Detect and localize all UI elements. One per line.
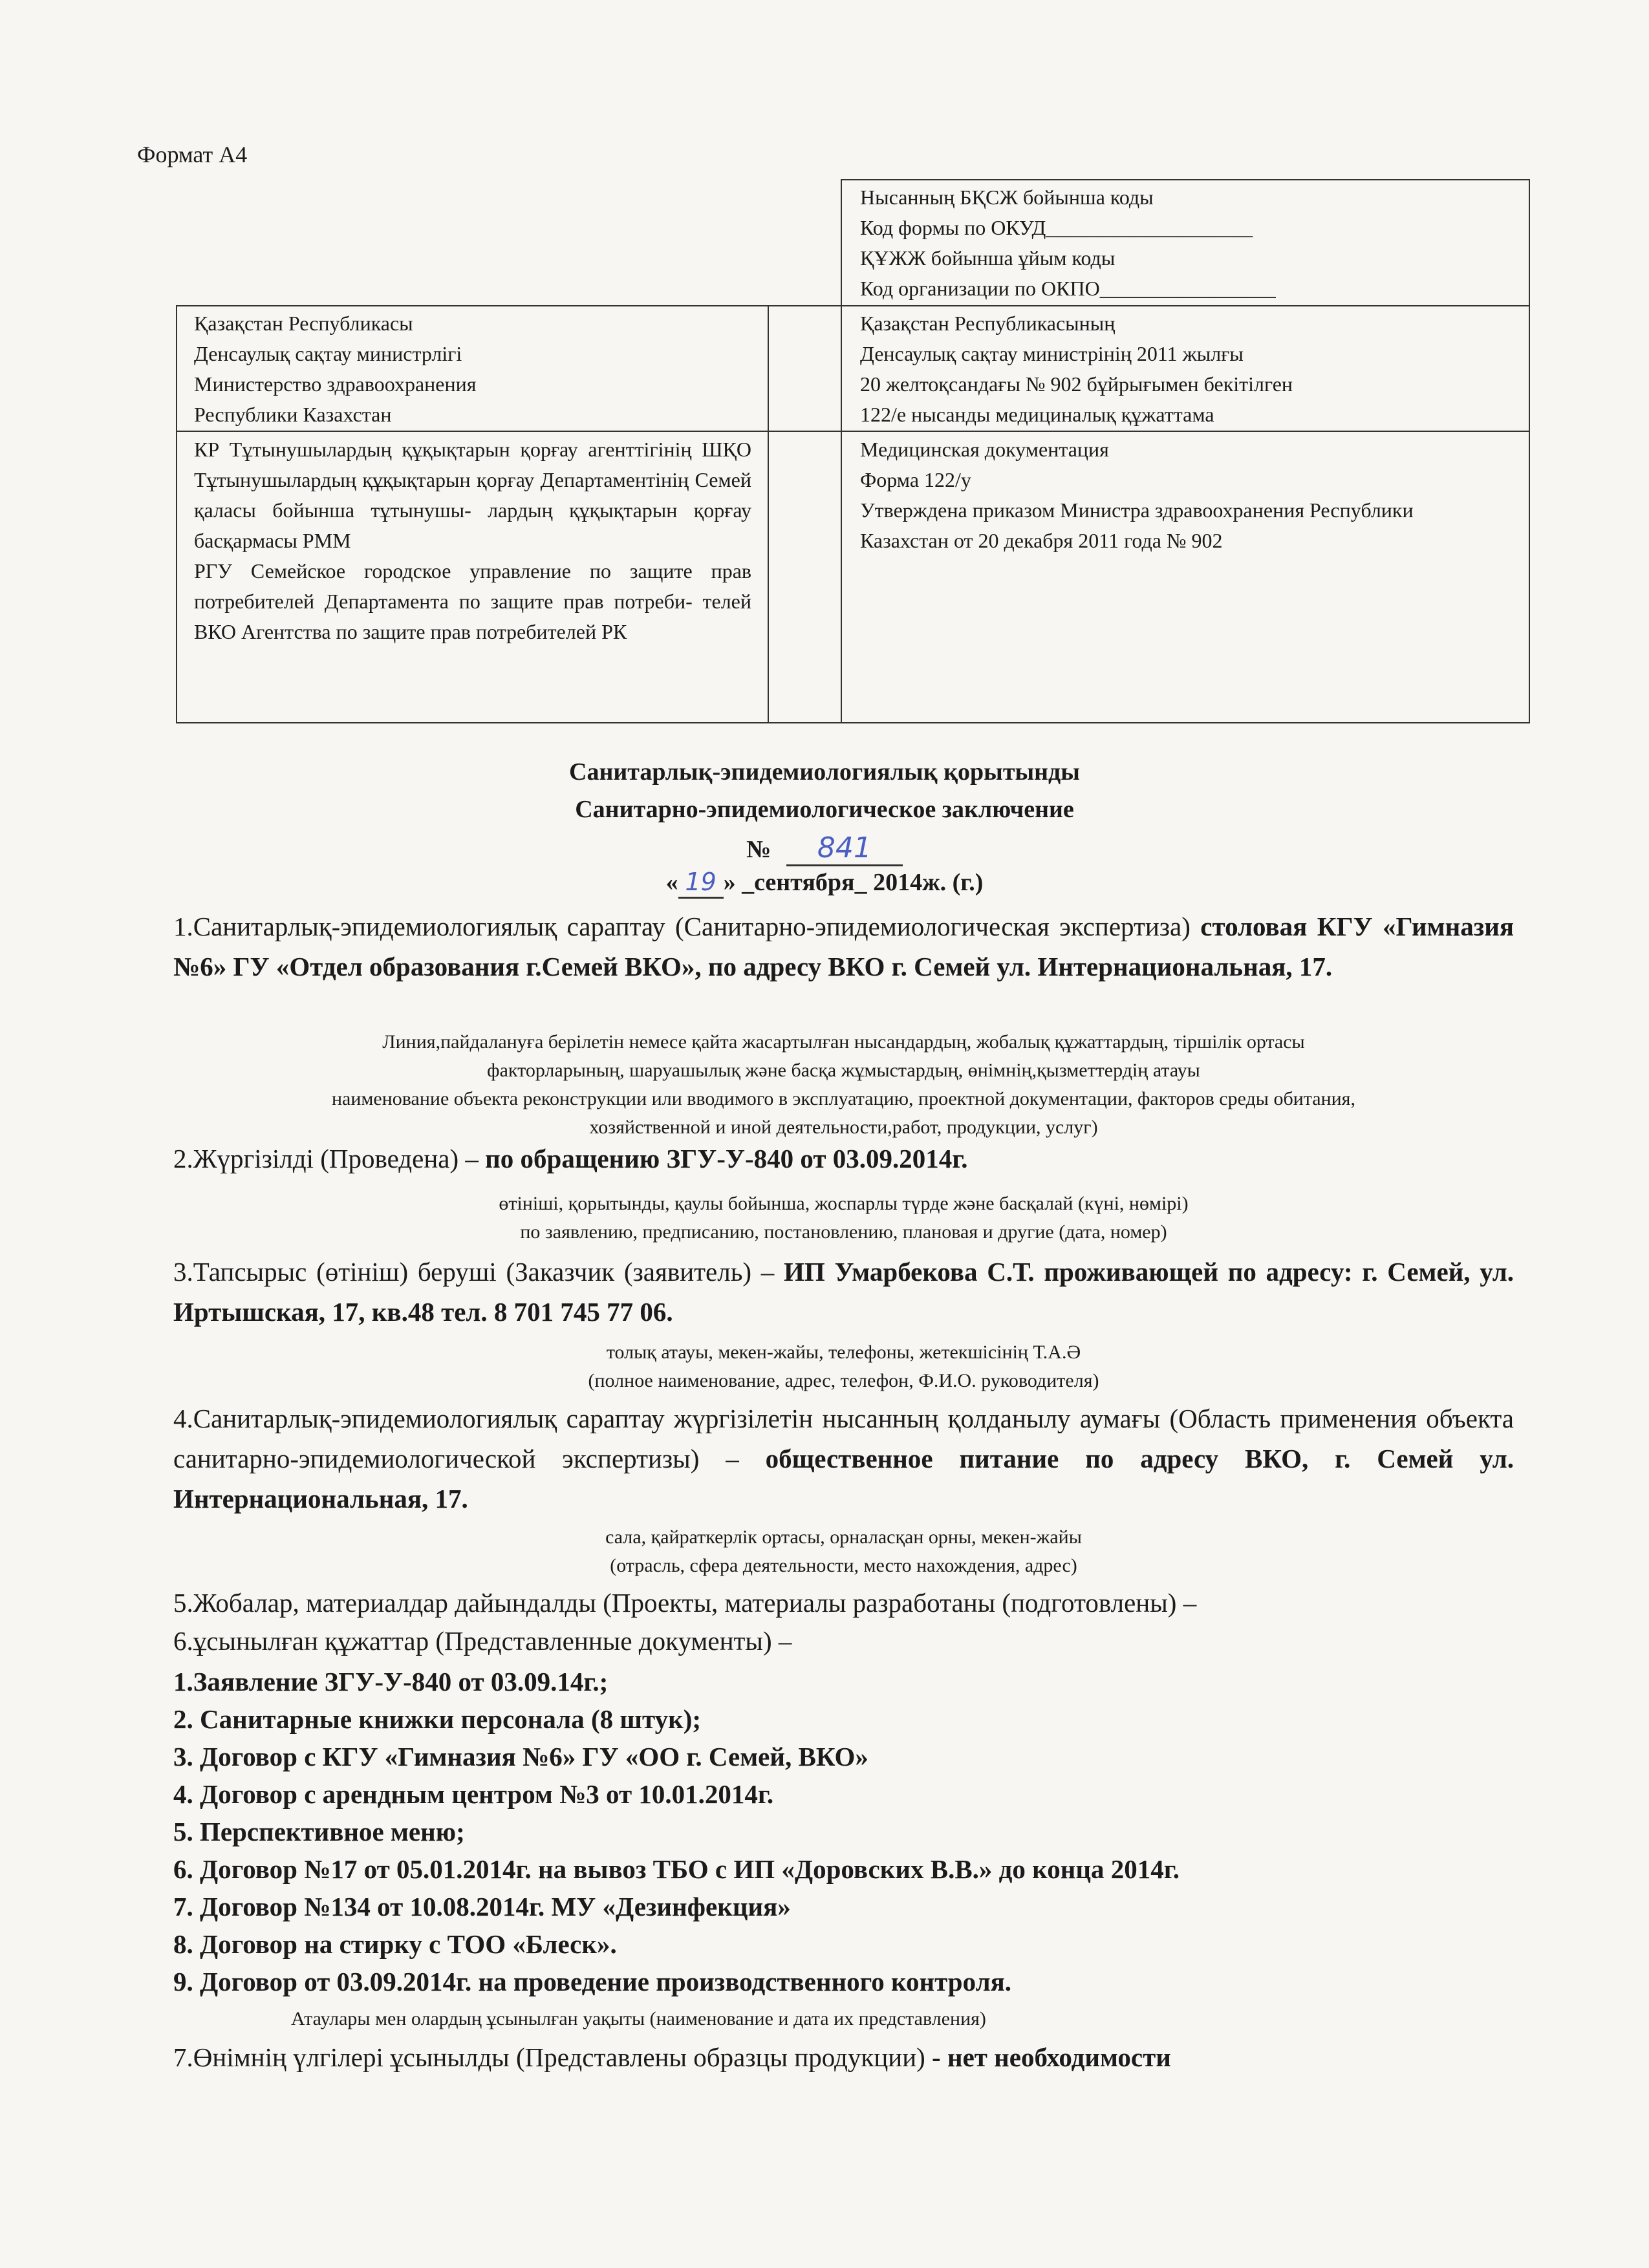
- org-code-okpo: Код организации по ОКПО_________________: [860, 277, 1276, 300]
- list-item: 4. Договор с арендным центром №3 от 10.01.2014г.: [173, 1779, 774, 1809]
- ministry-block: [194, 308, 476, 430]
- table-border-row2: [176, 431, 1530, 432]
- ministry-line: Министерство здравоохранения: [194, 372, 477, 396]
- item-3: 3.Тапсырыс (өтініш) беруші (Заказчик (заявитель) – ИП Умарбекова С.Т. проживающей по адресу: г. Семей, ул. Иртышская, 17, кв.48 тел. 8 701 745 77 06.: [173, 1257, 1514, 1327]
- item-5: 5.Жобалар, материалдар дайындалды (Проекты, материалы разработаны (подготовлены) –: [173, 1588, 1197, 1618]
- org-code-kz: ҚҰЖЖ бойынша ұйым коды: [860, 246, 1116, 270]
- approval-ru-line: Казахстан от 20 декабря 2011 года № 902: [860, 529, 1223, 552]
- item-1: 1.Санитарлық-эпидемиологиялық сараптау (Санитарно-эпидемиологическая экспертиза) столовая КГУ «Гимназия №6» ГУ «Отдел образования г.Семей ВКО», по адресу ВКО г. Семей ул. Интернациональная, 17.: [173, 912, 1514, 981]
- approval-kz-line: Қазақстан Республикасының: [860, 312, 1116, 335]
- approval-ru-line: Утверждена приказом Министра здравоохранения Республики: [860, 498, 1414, 522]
- item-4-value: общественное питание по адресу ВКО, г. Семей ул. Интернациональная, 17.: [173, 1444, 1514, 1514]
- item-4: 4.Санитарлық-эпидемиологиялық сараптау жүргізілетін нысанның қолданылу аумағы (Область применения объекта санитарно-эпидемиологической экспертизы) – общественное питание по адресу ВКО, г. Семей ул. Интернациональная, 17.: [173, 1404, 1514, 1514]
- form-codes-block: [860, 182, 1276, 304]
- approval-ru-line: Форма 122/у: [860, 468, 971, 491]
- approval-kz-line: 20 желтоқсандағы № 902 бұйрығымен бекітілген: [860, 372, 1293, 396]
- documents-list: [173, 1663, 1531, 2000]
- list-item: 5. Перспективное меню;: [173, 1817, 465, 1846]
- list-item: 7. Договор №134 от 10.08.2014г. МУ «Дезинфекция»: [173, 1892, 791, 1921]
- ministry-line: Республики Казахстан: [194, 403, 392, 426]
- form-code-okud: Код формы по ОКУД____________________: [860, 216, 1253, 239]
- title-kz: Санитарлық-эпидемиологиялық қорытынды: [569, 758, 1080, 786]
- handwritten-day: 19: [685, 868, 717, 896]
- title-ru: Санитарно-эпидемиологическое заключение: [575, 796, 1074, 823]
- table-border-row1: [176, 305, 1530, 306]
- list-item: 9. Договор от 03.09.2014г. на проведение производственного контроля.: [173, 1967, 1012, 1996]
- number-label: №: [746, 836, 771, 863]
- documents-note: Атаулары мен олардың ұсынылған уақыты (наименование и дата их представления): [291, 2008, 986, 2029]
- agency-name-ru: РГУ Семейское городское управление по защите прав потребителей Департамента по защите прав потреби- телей ВКО Агентства по защите прав потребителей РК: [194, 559, 751, 643]
- table-border-bottom: [176, 722, 1530, 723]
- list-item: 3. Договор с КГУ «Гимназия №6» ГУ «ОО г. Семей, ВКО»: [173, 1742, 868, 1771]
- item-4-note: сала, қайраткерлік ортасы, орналасқан орны, мекен-жайы (отрасль, сфера деятельности, место нахождения, адрес): [605, 1526, 1082, 1576]
- list-item: 1.Заявление ЗГУ-У-840 от 03.09.14г.;: [173, 1667, 609, 1696]
- ministry-line: Денсаулық сақтау министрлігі: [194, 342, 462, 365]
- document-date: « 19 » _сентября_ 2014ж. (г.): [0, 868, 1649, 899]
- item-2-value: по обращению ЗГУ-У-840 от 03.09.2014г.: [485, 1144, 968, 1173]
- table-border-left: [176, 305, 177, 722]
- number-field: [786, 831, 903, 866]
- item-2: 2.Жүргізілді (Проведена) – по обращению ЗГУ-У-840 от 03.09.2014г.: [173, 1144, 968, 1173]
- ministry-line: Қазақстан Республикасы: [194, 312, 413, 335]
- item-3-note: толық атауы, мекен-жайы, телефоны, жетекшісінің Т.А.Ә (полное наименование, адрес, телефон, Ф.И.О. руководителя): [588, 1342, 1099, 1391]
- item-7: 7.Өнімнің үлгілері ұсынылды (Представлены образцы продукции) - нет необходимости: [173, 2042, 1171, 2072]
- form-code-kz: Нысанның БҚСЖ бойынша коды: [860, 186, 1154, 209]
- item-3-value: ИП Умарбекова С.Т. проживающей по адресу: г. Семей, ул. Иртышская, 17, кв.48 тел. 8 701 745 77 06.: [173, 1257, 1514, 1327]
- date-rest: » _сентября_ 2014ж. (г.): [723, 869, 984, 896]
- list-item: 6. Договор №17 от 05.01.2014г. на вывоз ТБО с ИП «Доровских В.В.» до конца 2014г.: [173, 1854, 1180, 1884]
- approval-ru-line: Медицинская документация: [860, 438, 1109, 461]
- approval-ru-block: [860, 434, 1414, 556]
- handwritten-number: 841: [817, 831, 872, 864]
- agency-name-kz: КР Тұтынушылардың құқықтарын қорғау агенттігінің ШҚО Тұтынушылардың құқықтарын қорғау Департаментінің Семей қаласы бойынша тұтынушы- лардың құқықтарын қорғау басқармасы РММ: [194, 438, 751, 552]
- item-2-note: өтініші, қорытынды, қаулы бойынша, жоспарлы түрде және басқалай (күні, нөмірі) по заявлению, предписанию, постановлению, плановая и другие (дата, номер): [499, 1193, 1189, 1243]
- table-border-top: [841, 179, 1530, 180]
- table-border-right: [1529, 179, 1530, 722]
- approval-kz-line: 122/е нысанды медициналық құжаттама: [860, 403, 1214, 426]
- list-item: 2. Санитарные книжки персонала (8 штук);: [173, 1704, 702, 1734]
- document-number: [0, 831, 1649, 866]
- approval-kz-line: Денсаулық сақтау министрінің 2011 жылғы: [860, 342, 1244, 365]
- table-border-mid2: [841, 179, 842, 722]
- item-7-value: - нет необходимости: [932, 2042, 1171, 2072]
- agency-block: [194, 434, 751, 647]
- table-border-mid1: [768, 305, 769, 722]
- date-day-field: [678, 868, 724, 899]
- item-6: 6.ұсынылған құжаттар (Представленные документы) –: [173, 1626, 792, 1656]
- approval-kz-block: [860, 308, 1293, 430]
- item-1-note: Линия,пайдалануға берілетін немесе қайта жасартылған нысандардың, жобалық құжаттардың, тіршілік ортасы факторларының, шаруашылық және басқа жұмыстардың, өнімнің,қызметтердің атауы наименование объекта реконструкции или вводимого в эксплуатацию, проектной документации, факторов среды обитания, хозяйственной и иной деятельности,работ, продукции, услуг): [332, 1031, 1355, 1138]
- list-item: 8. Договор на стирку с ТОО «Блеск».: [173, 1929, 617, 1959]
- item-1-value: столовая КГУ «Гимназия №6» ГУ «Отдел образования г.Семей ВКО», по адресу ВКО г. Семей ул. Интернациональная, 17.: [173, 912, 1514, 981]
- format-label: Формат А4: [137, 142, 248, 167]
